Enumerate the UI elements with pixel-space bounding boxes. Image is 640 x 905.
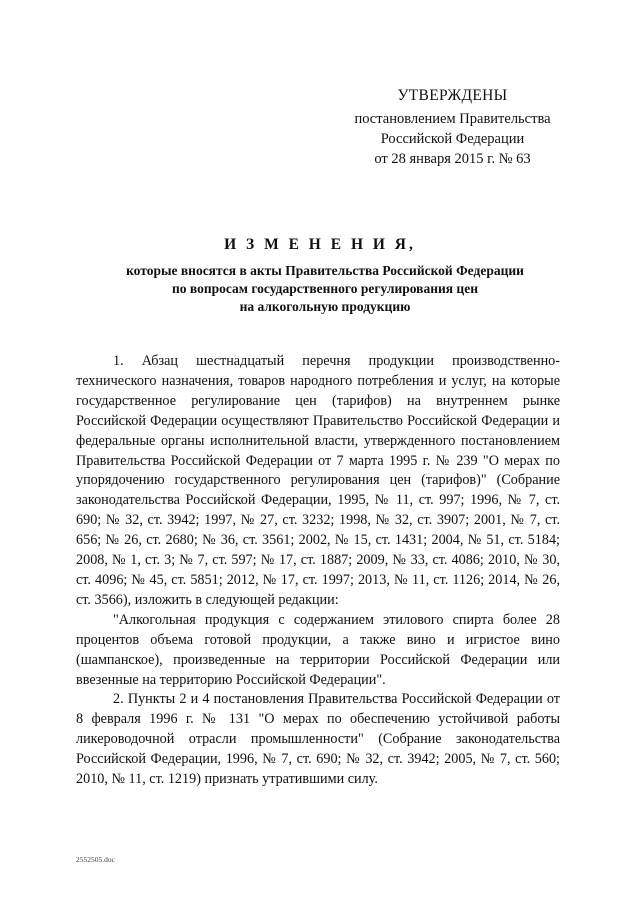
subtitle-line-2: по вопросам государственного регулирования цен — [172, 281, 478, 296]
document-code: 2552505.doc — [76, 855, 115, 864]
paragraph-2: "Алкогольная продукция с содержанием этилового спирта более 28 процентов объема готовой продукции, а также вино и игристое вино (шампанское), произведенные на территории Российской Федерации или ввезенные на территорию Российской Федерации". — [76, 611, 560, 688]
approval-line-1: постановлением Правительства — [354, 111, 551, 127]
approval-heading: УТВЕРЖДЕНЫ — [397, 87, 508, 104]
document-title: И З М Е Н Е Н И Я, — [224, 236, 416, 253]
subtitle-line-3: на алкогольную продукцию — [239, 299, 411, 314]
approval-line-3: от 28 января 2015 г. № 63 — [374, 151, 531, 167]
subtitle-line-1: которые вносятся в акты Правительства Российской Федерации — [126, 263, 524, 278]
paragraph-1: 1. Абзац шестнадцатый перечня продукции производственно-технического назначения, товаров народного потребления и услуг, на которые государственное регулирование цен (тарифов) на внутреннем рынке Российской Федерации осуществляют Правительство Российской Федерации и федеральные органы исполнительной власти, утвержденного постановлением Правительства Российской Федерации от 7 марта 1995 г. № 239 "О мерах по упорядочению государственного регулирования цен (тарифов)" (Собрание законодательства Российской Федерации, 1995, № 11, ст. 997; 1996, № 7, ст. 690; № 32, ст. 3942; 1997, № 27, ст. 3232; 1998, № 32, ст. 3907; 2001, № 7, ст. 656; № 26, ст. 2680; № 36, ст. 3561; 2002, № 15, ст. 1431; 2004, № 51, ст. 5184; 2008, № 1, ст. 3; № 7, ст. 597; № 17, ст. 1887; 2009, № 33, ст. 4086; 2010, № 30, ст. 4096; № 45, ст. 5851; 2012, № 17, ст. 1997; 2013, № 11, ст. 1126; 2014, № 26, ст. 3566), изложить в следующей редакции: — [76, 353, 560, 608]
document-body — [76, 352, 560, 790]
document-subtitle — [90, 262, 560, 316]
approval-line-2: Российской Федерации — [380, 131, 525, 147]
approval-block — [330, 86, 575, 169]
paragraph-3: 2. Пункты 2 и 4 постановления Правительства Российской Федерации от 8 февраля 1996 г. № 131 "О мерах по обеспечению устойчивой работы ликероводочной отрасли промышленности" (Собрание законодательства Российской Федерации, 1996, № 7, ст. 690; № 32, ст. 3942; 2005, № 7, ст. 560; 2010, № 11, ст. 1219) признать утратившими силу. — [76, 691, 560, 788]
